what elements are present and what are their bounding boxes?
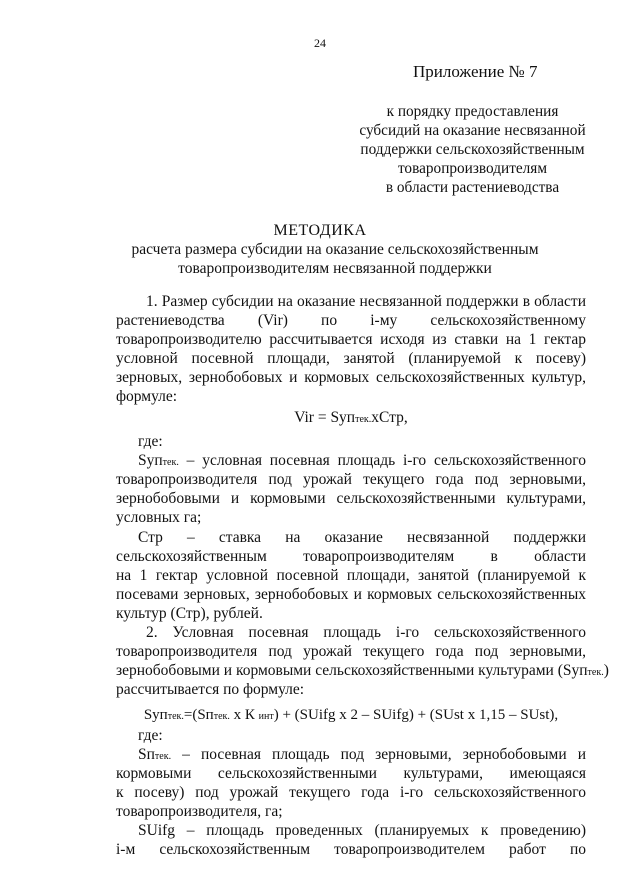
symbol-subscript: тек.: [154, 751, 172, 763]
text-line: культур (Стр), рублей.: [116, 605, 263, 623]
appendix-line: субсидий на оказание несвязанной: [359, 122, 586, 139]
text-line: зернобобовыми и кормовыми сельскохозяйственными культурами,: [116, 490, 586, 508]
text-line: к посеву) под урожай текущего года i-го сельскохозяйственного: [116, 784, 586, 802]
formula-subscript: тек.: [355, 414, 372, 425]
definition-text: – посевная площадь под зерновыми, зернобобовыми и: [171, 746, 586, 764]
subtitle-line: расчета размера субсидии на оказание сельскохозяйственным: [131, 241, 539, 258]
formula-part: Sуп: [143, 707, 168, 723]
paragraph-1: [116, 292, 586, 407]
subtitle-line: товаропроизводителям несвязанной поддержки: [178, 260, 492, 277]
text-line: 2. Условная посевная площадь i-го сельскохозяйственного: [146, 624, 586, 641]
where-label: где:: [138, 727, 163, 744]
formula-part: Vir = Sуп: [294, 409, 356, 426]
text-line: товаропроизводителя под урожай текущего года под зерновыми,: [116, 471, 586, 489]
symbol-subscript: тек.: [587, 667, 604, 679]
paragraph-2: [116, 623, 609, 699]
document-title: МЕТОДИКА: [273, 222, 367, 239]
formula-part: хСтр,: [371, 409, 408, 426]
text-line: на 1 гектар условной посевной площади, занятой (планируемой к: [116, 567, 586, 585]
appendix-subtitle: [345, 102, 600, 197]
document-subtitle: [115, 240, 555, 278]
text-line: товаропроизводителя, га;: [116, 803, 283, 821]
definition-str: [116, 528, 586, 623]
formula-part: х К: [229, 707, 259, 723]
appendix-line: к порядку предоставления: [386, 103, 559, 120]
text-line: формуле:: [116, 388, 178, 406]
text-line: товаропроизводителя под урожай текущего года под зерновыми,: [116, 643, 586, 661]
appendix-line: поддержки сельскохозяйственным: [360, 141, 585, 158]
formula-part: =(Sп: [183, 707, 214, 723]
formula-part: ) + (SUifg х 2 – SUifg) + (SUst х 1,15 – SUst),: [273, 707, 559, 723]
appendix-title: Приложение № 7: [413, 62, 538, 81]
text-line: 1. Размер субсидии на оказание несвязанной поддержки в области: [146, 293, 586, 310]
text-line: SUifg – площадь проведенных (планируемых к проведению): [138, 822, 586, 839]
formula-2: [116, 706, 586, 725]
text-line: рассчитывается по формуле:: [116, 681, 305, 699]
definition-text: – условная посевная площадь i-го сельскохозяйственного: [178, 452, 586, 470]
text-line: сельскохозяйственным товаропроизводителям в области: [116, 548, 586, 566]
formula-1: [116, 408, 586, 427]
formula-subscript: тек.: [167, 711, 184, 722]
where-label: где:: [138, 433, 163, 450]
appendix-line: в области растениеводства: [385, 179, 560, 196]
symbol: Sуп: [138, 452, 163, 470]
definition-suifg: [116, 821, 586, 859]
symbol: Sп: [138, 746, 155, 764]
text-line: ): [603, 662, 609, 680]
formula-subscript: тек.: [213, 711, 230, 722]
page-number: 24: [314, 36, 326, 50]
text-line: зерновых, зернобобовых и кормовых сельскохозяйственных культур,: [116, 369, 586, 387]
formula-subscript: инт: [258, 711, 274, 722]
definition-sup: [116, 432, 586, 527]
text-line: i-м сельскохозяйственным товаропроизводителем работ по: [116, 841, 586, 859]
text-line: условных га;: [116, 509, 202, 527]
text-line: растениеводства (Vir) по i-му сельскохозяйственному: [116, 312, 586, 330]
text-line: посевами зерновых, зернобобовых и кормовых сельскохозяйственных: [116, 586, 586, 604]
symbol-subscript: тек.: [162, 457, 179, 469]
appendix-line: товаропроизводителям: [397, 160, 548, 177]
text-line: товаропроизводителю рассчитывается исходя из ставки на 1 гектар: [116, 331, 586, 349]
text-line: Стр – ставка на оказание несвязанной поддержки: [138, 529, 586, 546]
text-line: условной посевной площади, занятой (планируемой к посеву): [116, 350, 586, 368]
definition-sp: [116, 726, 586, 821]
text-line: зернобобовыми и кормовыми сельскохозяйственными культурами (Sуп: [116, 662, 588, 680]
text-line: кормовыми сельскохозяйственными культурами, имеющаяся: [116, 765, 586, 783]
